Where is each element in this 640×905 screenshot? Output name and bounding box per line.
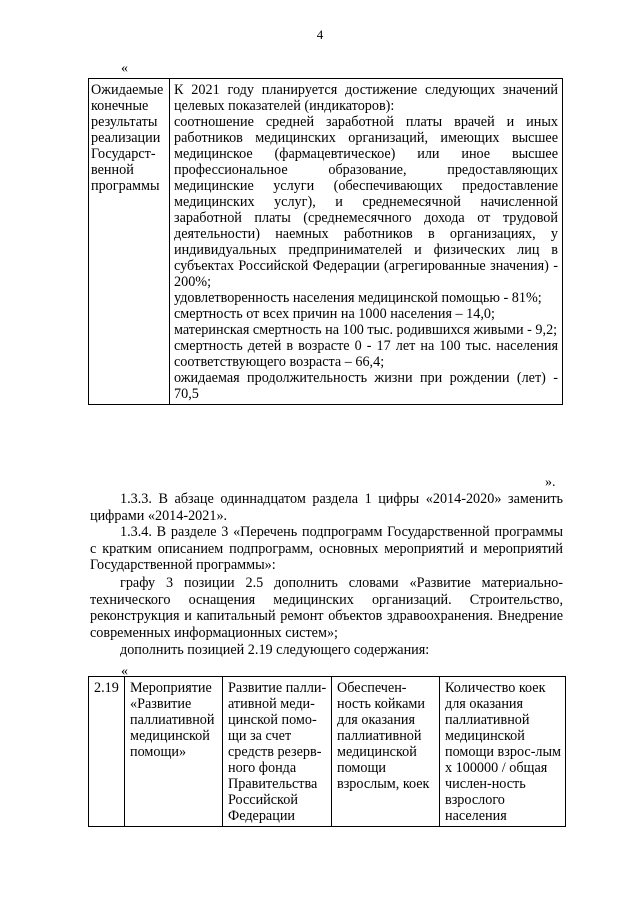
content-line: материнская смертность на 100 тыс. родившихся живыми - 9,2; bbox=[174, 322, 558, 338]
table-row bbox=[89, 677, 566, 827]
content-line: смертность детей в возрасте 0 - 17 лет на 100 тыс. населения соответствующего возраста – 66,4; bbox=[174, 338, 558, 370]
paragraph-1-3-4: 1.3.4. В разделе 3 «Перечень подпрограмм Государственной программы с кратким описанием подпрограмм, основных мероприятий и мероприятий Государственной программы»: bbox=[90, 524, 563, 574]
table-row bbox=[89, 79, 563, 405]
opening-quote-mark: « bbox=[121, 664, 128, 679]
position-number-cell: 2.19 bbox=[89, 677, 125, 827]
paragraph-1-3-3: 1.3.3. В абзаце одиннадцатом раздела 1 цифры «2014-2020» заменить цифрами «2014-2021». bbox=[90, 491, 563, 524]
row-content-cell bbox=[170, 79, 563, 405]
content-line: смертность от всех причин на 1000 населения – 14,0; bbox=[174, 306, 495, 322]
content-line: ожидаемая продолжительность жизни при рождении (лет) - 70,5 bbox=[174, 370, 558, 402]
paragraph-add-position: дополнить позицией 2.19 следующего содержания: bbox=[120, 642, 430, 658]
page-number: 4 bbox=[316, 27, 324, 42]
position-2-19-table bbox=[88, 676, 566, 827]
indicator-formula-cell: Количество коек для оказания паллиативной медицинской помощи взрос-лым х 100000 / общая числен-ность взрослого населения bbox=[440, 677, 566, 827]
content-line: соотношение средней заработной платы врачей и иных работников медицинских организаций, имеющих высшее медицинское (фармацевтическое) или иное высшее профессиональное образование, предоставляющих медицинские услуги (обеспечивающих предоставление медицинских услуг), и среднемесячной начисленной заработной платы (среднемесячного дохода от трудовой деятельности) наемных работников в организациях, у индивидуальных предпринимателей и физических лиц в субъектах Российской Федерации (агрегированные значения) - 200%; bbox=[174, 114, 558, 290]
expected-results-table bbox=[88, 78, 563, 405]
closing-quote-mark: ». bbox=[545, 475, 556, 490]
content-line: К 2021 году планируется достижение следующих значений целевых показателей (индикаторов): bbox=[174, 82, 558, 114]
paragraph-column-3: графу 3 позиции 2.5 дополнить словами «Развитие материально-технического оснащения медицинских организаций. Строительство, реконструкция и капитальный ремонт объектов здравоохранения. Внедрение современных информационных систем»; bbox=[90, 575, 563, 641]
opening-quote-mark: « bbox=[121, 61, 128, 76]
row-label-cell: Ожидаемые конечные результаты реализации Государст-венной программы bbox=[89, 79, 170, 405]
event-name-cell: Мероприятие «Развитие паллиативной медицинской помощи» bbox=[125, 677, 223, 827]
provision-cell: Обеспечен-ность койками для оказания паллиативной медицинской помощи взрослым, коек bbox=[332, 677, 440, 827]
event-description-cell: Развитие палли-ативной меди-цинской помо-щи за счет средств резерв-ного фонда Правительства Российской Федерации bbox=[223, 677, 332, 827]
content-line: удовлетворенность населения медицинской помощью - 81%; bbox=[174, 290, 542, 306]
